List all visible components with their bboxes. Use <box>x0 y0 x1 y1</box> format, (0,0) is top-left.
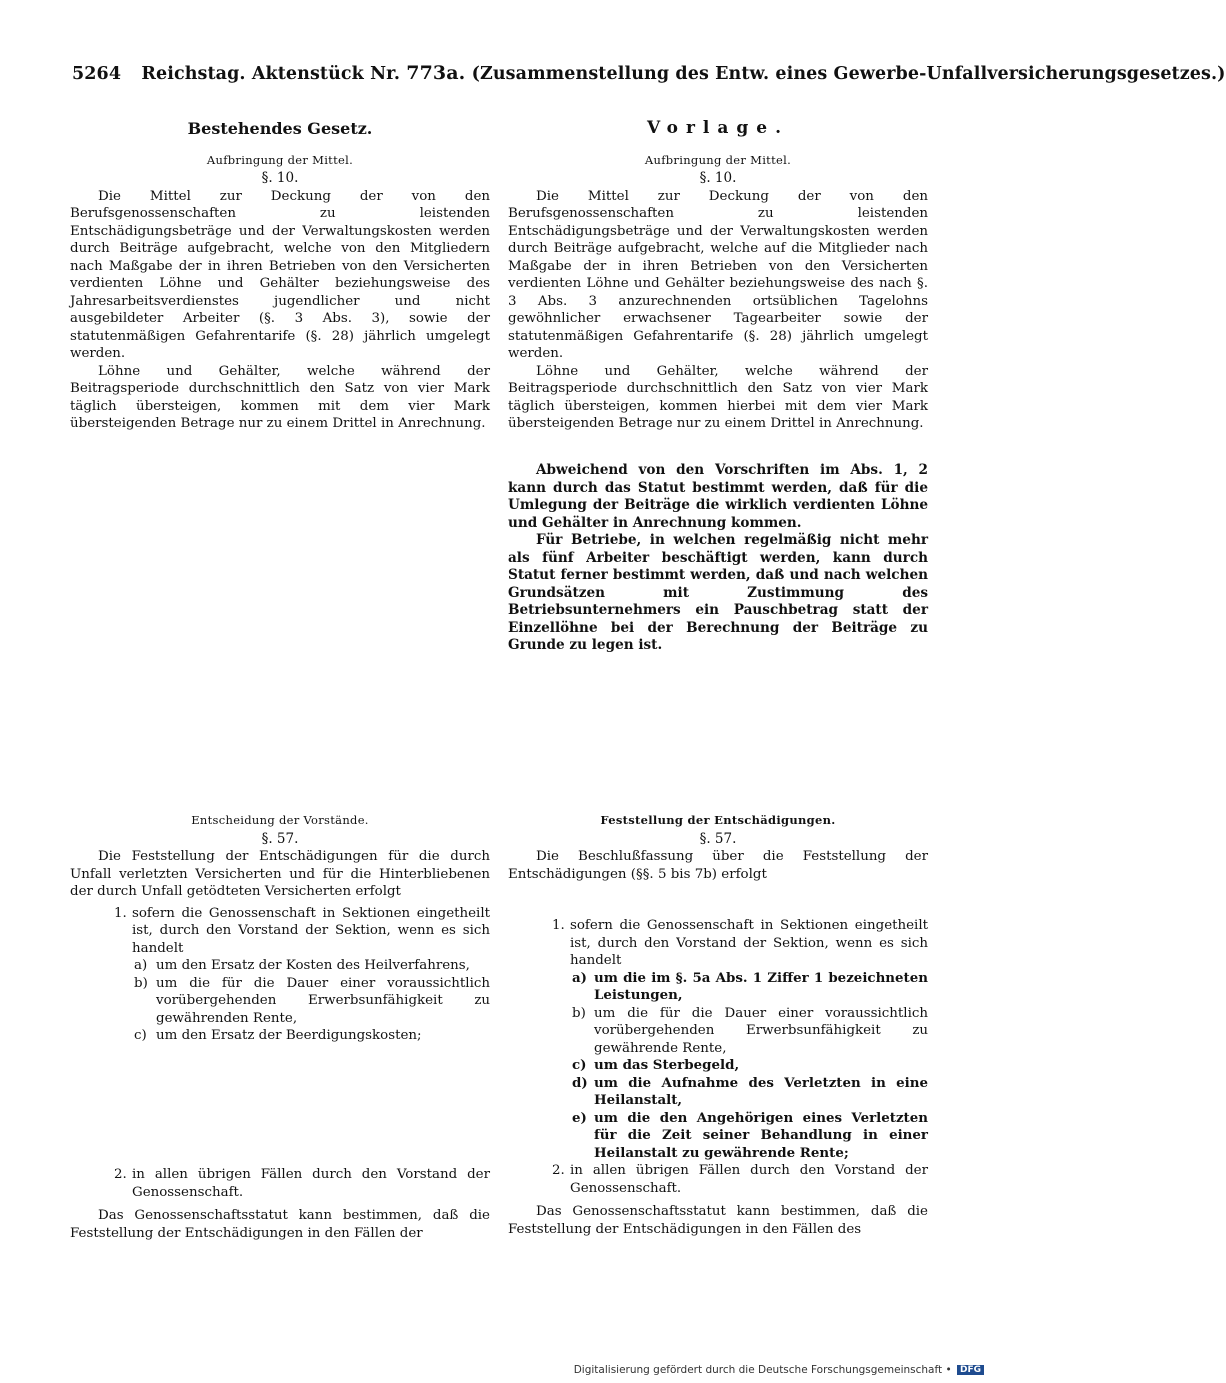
paragraph-text: Die Mittel zur Deckung der von den Berufsgenossenschaften zu leistenden Entschädigungsbeträge und der Verwaltungskosten werden durch Beiträge aufgebracht, welche auf die Mitglieder nach Maßgabe der in ihren Betrieben von den Versicherten verdienten Löhne und Gehälter beziehungsweise des nach §. 3 Abs. 3 anzurechnenden ortsüblichen Tagelohns gewöhnlicher erwachsener Tagearbeiter sowie der statutenmäßigen Gefahrentarife (§. 28) jährlich umgelegt werden. <box>508 188 928 361</box>
paragraph-text: Löhne und Gehälter, welche während der Beitragsperiode durchschnittlich den Satz von vier Mark täglich übersteigen, kommen mit dem vier Mark übersteigenden Betrage nur zu einem Drittel in Anrechnung. <box>70 363 490 431</box>
list-marker: b) <box>572 1005 586 1021</box>
right-column-title: Vorlage. <box>646 118 790 138</box>
list-item <box>508 1057 928 1075</box>
section-heading: Aufbringung der Mittel. <box>644 152 792 167</box>
page-number: 5264 <box>72 64 122 84</box>
list-item-text: um den Ersatz der Beerdigungskosten; <box>156 1028 422 1043</box>
list-marker: 2. <box>114 1167 127 1182</box>
document-number: 773a. <box>406 62 466 84</box>
right-column-amendment <box>508 462 928 655</box>
list-item <box>70 975 490 1028</box>
paragraph-text: Die Beschlußfassung über die Feststellung der Entschädigungen (§§. 5 bis 7b) erfolgt <box>508 849 928 882</box>
list-item-text: um den Ersatz der Kosten des Heilverfahrens, <box>156 958 470 973</box>
enumeration-list <box>70 1166 490 1201</box>
list-marker: d) <box>572 1074 588 1091</box>
header-prefix: Reichstag. Aktenstück Nr. <box>141 64 401 84</box>
page-header <box>72 62 1226 84</box>
right-column-section-57 <box>508 812 928 1238</box>
list-marker: e) <box>572 1109 587 1126</box>
footer-text: Digitalisierung gefördert durch die Deutsche Forschungsgemeinschaft • <box>573 1364 952 1376</box>
section-heading: Feststellung der Entschädigungen. <box>600 813 836 827</box>
section-heading: Aufbringung der Mittel. <box>206 152 354 167</box>
enumeration-list <box>508 1162 928 1197</box>
paragraph-text: Für Betriebe, in welchen regelmäßig nicht mehr als fünf Arbeiter beschäftigt werden, kann durch Statut ferner bestimmt werden, daß und nach welchen Grundsätzen mit Zustimmung des Betriebsunternehmers ein Pauschbetrag statt der Einzellöhne bei der Berechnung der Beiträge zu Grunde zu legen ist. <box>508 532 928 653</box>
paragraph-text: Die Feststellung der Entschädigungen für die durch Unfall verletzten Versicherten und für die Hinterbliebenen der durch Unfall getödteten Versicherten erfolgt <box>70 849 490 899</box>
list-item-text: um die für die Dauer einer voraussichtlich vorübergehenden Erwerbsunfähigkeit zu gewährende Rente, <box>594 1005 928 1056</box>
list-item <box>508 1005 928 1058</box>
list-marker: c) <box>572 1057 587 1073</box>
list-marker: 1. <box>114 905 127 921</box>
list-item-text: sofern die Genossenschaft in Sektionen eingetheilt ist, durch den Vorstand der Sektion, wenn es sich handelt <box>570 918 928 968</box>
list-item-text: um die für die Dauer einer voraussichtlich vorübergehenden Erwerbsunfähigkeit zu gewährenden Rente, <box>156 975 490 1026</box>
list-item <box>508 917 928 970</box>
paragraph-text: Das Genossenschaftsstatut kann bestimmen, daß die Feststellung der Entschädigungen in den Fällen der <box>70 1208 490 1241</box>
enumeration-list <box>508 917 928 970</box>
header-suffix: (Zusammenstellung des Entw. eines Gewerbe-Unfallversicherungsgesetzes.) <box>471 64 1226 84</box>
list-item <box>70 905 490 958</box>
left-column-title: Bestehendes Gesetz. <box>187 119 373 138</box>
list-marker: a) <box>572 969 588 986</box>
paragraph-number: §. 10. <box>699 170 737 186</box>
paragraph-text: Das Genossenschaftsstatut kann bestimmen, daß die Feststellung der Entschädigungen in den Fällen des <box>508 1204 928 1237</box>
list-marker: 1. <box>552 918 565 933</box>
list-item <box>508 1110 928 1163</box>
right-column-section-10 <box>508 120 928 433</box>
list-item-text: um die im §. 5a Abs. 1 Ziffer 1 bezeichneten Leistungen, <box>594 969 928 1003</box>
list-marker: 2. <box>552 1163 565 1178</box>
list-item-text: in allen übrigen Fällen durch den Vorstand der Genossenschaft. <box>132 1167 490 1200</box>
enumeration-list <box>70 905 490 958</box>
paragraph-number: §. 57. <box>261 830 299 847</box>
list-marker: c) <box>134 1028 147 1043</box>
list-item <box>508 1162 928 1197</box>
list-item <box>508 1075 928 1110</box>
list-item-text: in allen übrigen Fällen durch den Vorstand der Genossenschaft. <box>570 1163 928 1196</box>
list-item <box>70 957 490 975</box>
sub-enumeration-list <box>70 957 490 1045</box>
list-item <box>70 1166 490 1201</box>
sub-enumeration-list <box>508 970 928 1163</box>
list-item-text: um die den Angehörigen eines Verletzten für die Zeit seiner Behandlung in einer Heilanstalt zu gewährende Rente; <box>594 1109 928 1161</box>
paragraph-text: Löhne und Gehälter, welche während der Beitragsperiode durchschnittlich den Satz von vier Mark täglich übersteigen, kommen hierbei mit dem vier Mark übersteigenden Betrage nur zu einem Drittel in Anrechnung. <box>508 363 928 431</box>
paragraph-number: §. 57. <box>699 830 737 847</box>
left-column-section-10 <box>70 120 490 433</box>
left-column-section-57 <box>70 812 490 1045</box>
list-marker: a) <box>134 958 148 973</box>
dfg-logo: DFG <box>957 1365 984 1375</box>
section-heading: Entscheidung der Vorstände. <box>191 813 369 827</box>
paragraph-text: Die Mittel zur Deckung der von den Berufsgenossenschaften zu leistenden Entschädigungsbeträge und der Verwaltungskosten werden durch Beiträge aufgebracht, welche von den Mitgliedern nach Maßgabe der in ihren Betrieben von den Versicherten verdienten Löhne und Gehälter beziehungsweise des Jahresarbeitsverdienstes jugendlicher und nicht ausgebildeter Arbeiter (§. 3 Abs. 3), sowie der statutenmäßigen Gefahrentarife (§. 28) jährlich umgelegt werden. <box>70 188 490 361</box>
list-item-text: um das Sterbegeld, <box>594 1057 740 1073</box>
list-item-text: um die Aufnahme des Verletzten in eine Heilanstalt, <box>594 1074 928 1108</box>
paragraph-text: Abweichend von den Vorschriften im Abs. 1, 2 kann durch das Statut bestimmt werden, daß für die Umlegung der Beiträge die wirklich verdienten Löhne und Gehälter in Anrechnung kommen. <box>508 462 928 531</box>
list-item <box>508 970 928 1005</box>
list-item <box>70 1027 490 1045</box>
list-marker: b) <box>134 975 148 991</box>
list-item-text: sofern die Genossenschaft in Sektionen eingetheilt ist, durch den Vorstand der Sektion, wenn es sich handelt <box>132 905 490 956</box>
left-column-section-57-end <box>70 1166 490 1242</box>
digitization-footer <box>574 1364 984 1376</box>
paragraph-number: §. 10. <box>261 170 299 186</box>
